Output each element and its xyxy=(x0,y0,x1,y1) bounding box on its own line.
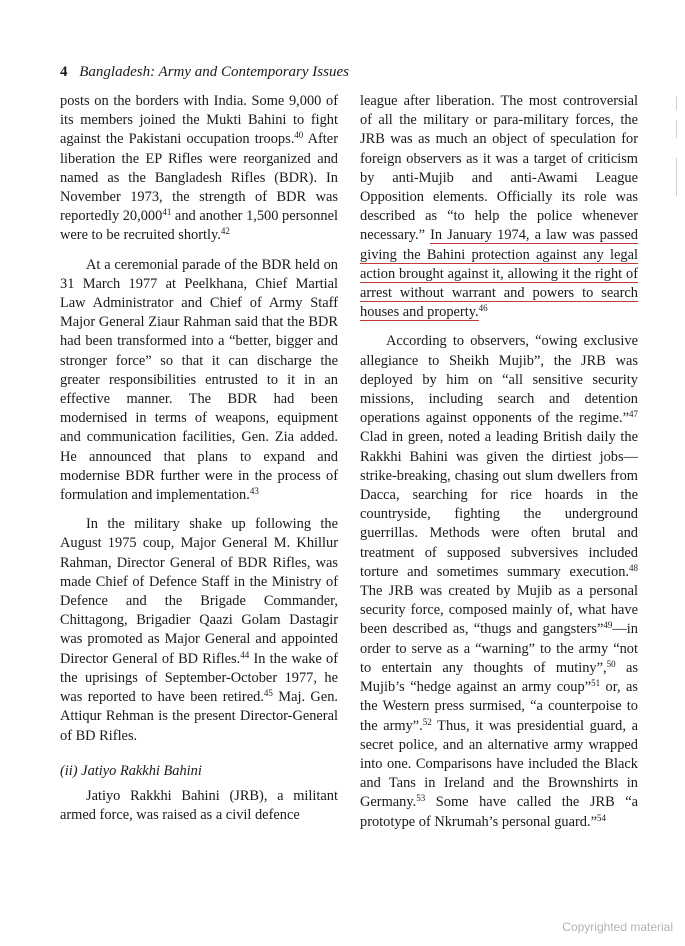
section-subheading: (ii) Jatiyo Rakkhi Bahini xyxy=(60,762,202,779)
text-run: In the wake of the uprisings of September-October 1977, he was reported to have been retired. xyxy=(60,650,339,706)
text-run: After liberation the EP Rifles were reorganized and named as the Bangladesh Rifles (BDR). In November 1973, the strength of BDR was reportedly 20,000 xyxy=(60,131,338,225)
footnote-ref: 48 xyxy=(629,562,638,573)
text-run: Thus, it was presidential guard, a secret police, and an alternative army wrapped into one. Comparisons have included the Black and Tans in Ireland and the Brownshirts in Germany. xyxy=(360,717,638,811)
footnote-ref: 43 xyxy=(249,486,259,497)
footnote-ref: 50 xyxy=(606,658,616,669)
text-run: Clad in green, noted a leading British daily the Rakkhi Bahini was given the dirtiest jobs—strike-breaking, chasing out slum dwellers from Dacca, searching for rice hoards in the countryside, fighting the underground guerrillas. Methods were often brutal and treatment of supposed subversives included torture and sometimes summary execution. xyxy=(360,429,638,580)
text-run: or, as the Western press surmised, “a counterpoise to the army”. xyxy=(360,679,638,734)
left-column xyxy=(60,92,338,825)
right-column xyxy=(360,92,638,832)
copyright-watermark: Copyrighted material xyxy=(562,920,673,934)
footnote-ref: 51 xyxy=(591,678,601,689)
footnote-ref: 47 xyxy=(629,409,638,420)
footnote-ref: 40 xyxy=(294,130,304,141)
footnote-ref: 46 xyxy=(478,303,488,314)
footnote-ref: 49 xyxy=(603,620,613,631)
text-run: Some have called the JRB “a prototype of Nkrumah’s personal guard.” xyxy=(360,794,638,830)
text-run: In the military shake up following the August 1975 coup, Major General M. Khillur Rahman, Director General of BDR Rifles, was made Chief of Defence Staff in the Ministry of Defence and the Brigade Commander, Chittagong, Brigadier Qaazi Golam Dastagir was promoted as Major General and appointed Director General of BD Rifles. xyxy=(60,516,338,667)
scan-margin-mark xyxy=(676,96,677,110)
scan-margin-mark xyxy=(676,158,677,196)
footnote-ref: 45 xyxy=(263,688,273,699)
running-header xyxy=(60,64,349,81)
text-run: posts on the borders with India. Some 9,000 of its members joined the Mukti Bahini to fight against the Pakistani occupation troops. xyxy=(60,93,338,148)
footnote-ref: 44 xyxy=(240,649,250,660)
footnote-ref: 54 xyxy=(596,812,606,823)
text-run: The JRB was created by Mujib as a personal security force, composed mainly of, what have been described as, “thugs and gangsters” xyxy=(360,583,638,638)
footnote-ref: 41 xyxy=(162,207,172,218)
scan-margin-mark xyxy=(676,120,677,138)
text-run: league after liberation. The most controversial of all the military or para-military forces, the JRB was as much an object of speculation for foreign observers as it was a target of criticism by anti-Mujib and anti-Awami League Opposition elements. Officially its role was described as “to help the police whenever necessary.” xyxy=(360,93,638,244)
paragraph-jrb-intro: Jatiyo Rakkhi Bahini (JRB), a militant armed force, was raised as a civil defence xyxy=(60,787,338,824)
text-run: —in order to serve as a “warning” to the army “not to entertain any thoughts of mutiny”, xyxy=(360,621,638,676)
footnote-ref: 42 xyxy=(220,226,230,237)
text-run: According to observers, “owing exclusive allegiance to Sheikh Mujib”, the JRB was deployed by him on “all sensitive security missions, including search and detention operations against opponents of the regime.” xyxy=(360,333,638,427)
paragraph-jrb-controversy xyxy=(360,92,638,322)
footnote-ref: 53 xyxy=(416,793,426,804)
text-run: as Mujib’s “hedge against an army coup” xyxy=(360,659,638,696)
paragraph-bdr-intro xyxy=(60,92,338,246)
text-run: and another 1,500 personnel were to be recruited shortly. xyxy=(60,208,338,244)
paragraph-bdr-parade xyxy=(60,256,338,506)
book-title: Bangladesh: Army and Contemporary Issues xyxy=(79,64,349,80)
text-run: At a ceremonial parade of the BDR held on 31 March 1977 at Peelkhana, Chief Martial Law Administrator and Chief of Army Staff Major General Ziaur Rahman said that the BDR had been transformed into a “better, bigger and stronger force” so that it can discharge the greater responsibilities entrusted to it in an effective manner. The BDR had been modernised in terms of weapons, equipment and communication facilities, Gen. Zia added. He announced that plans to expand and modernise BDR further were in the process of formulation and implementation. xyxy=(60,256,338,504)
paragraph-jrb-observers xyxy=(360,332,638,831)
highlighted-text: In January 1974, a law was passed giving the Bahini protection against any legal action brought against it, allowing it the right of arrest without warrant and powers to search houses and property. xyxy=(360,227,638,321)
text-run: Maj. Gen. Attiqur Rehman is the present Director-General of BD Rifles. xyxy=(60,689,338,744)
page-number: 4 xyxy=(60,64,68,80)
paragraph-bdr-shakeup xyxy=(60,515,338,745)
footnote-ref: 52 xyxy=(422,716,432,727)
